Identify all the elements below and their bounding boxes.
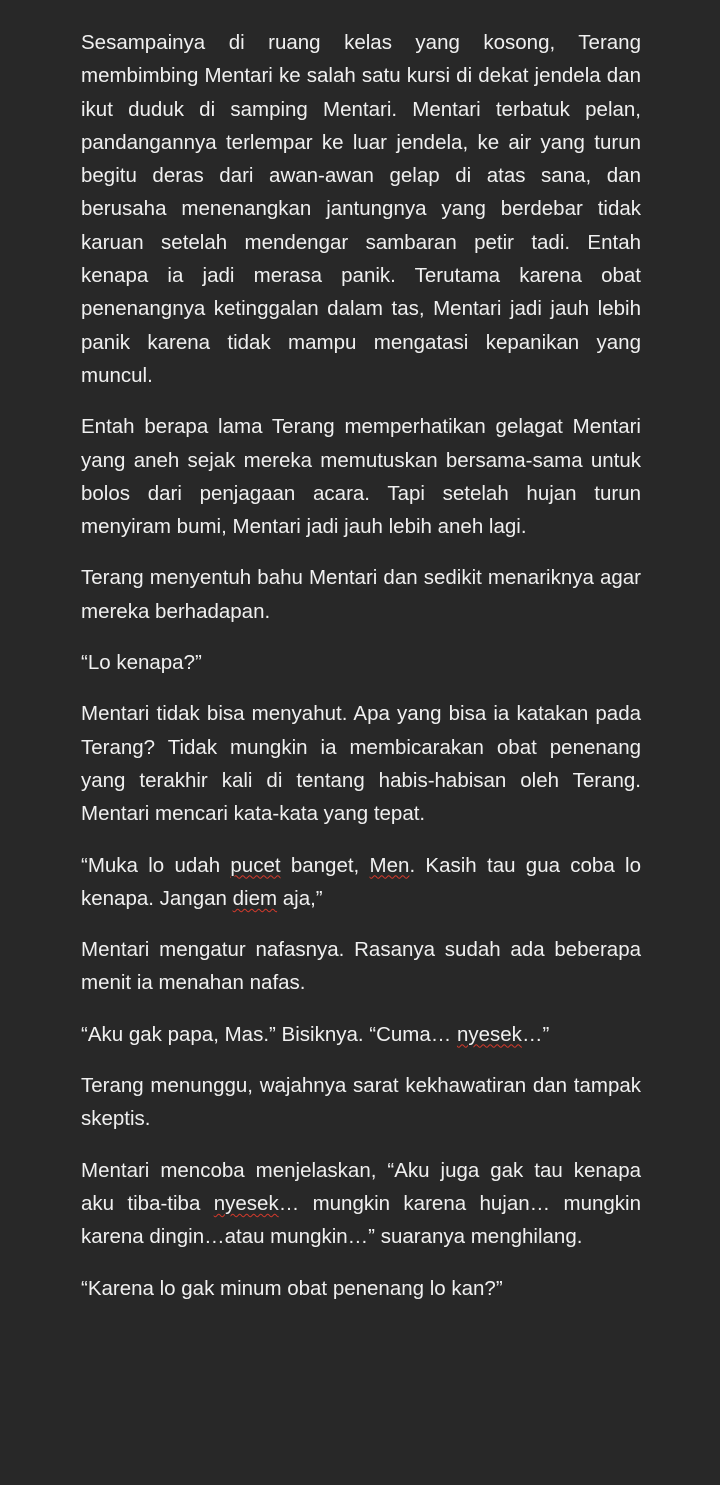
paragraph-text: … mungkin karena hujan… mungkin karena dingin…atau mungkin…” suaranya menghilang. — [81, 1191, 642, 1249]
paragraph — [81, 933, 641, 1000]
paragraph-text: “Muka lo udah — [81, 853, 231, 877]
paragraph-text: Mentari tidak bisa menyahut. Apa yang bisa ia katakan pada Terang? Tidak mungkin ia membicarakan obat penenang yang terakhir kali di tentang habis-habisan oleh Terang. Mentari mencari kata-kata yang tepat. — [81, 702, 641, 826]
paragraph-text: …” — [521, 1022, 550, 1046]
spellcheck-flagged-word[interactable]: Men — [369, 853, 410, 877]
paragraph — [81, 561, 641, 628]
spellcheck-flagged-word[interactable]: nyesek — [456, 1022, 522, 1046]
paragraph-text: Terang menyentuh bahu Mentari dan sedikit menariknya agar mereka berhadapan. — [81, 566, 641, 623]
document-body — [81, 26, 641, 1305]
paragraph — [81, 26, 641, 392]
spellcheck-flagged-word[interactable]: diem — [232, 886, 278, 910]
paragraph — [81, 1154, 641, 1254]
paragraph-text: Mentari mencoba menjelaskan, “Aku juga gak tau kenapa aku tiba-tiba — [81, 1158, 641, 1215]
spellcheck-flagged-word[interactable]: nyesek — [213, 1191, 279, 1215]
paragraph-text: “Aku gak papa, Mas.” Bisiknya. “Cuma… — [81, 1022, 457, 1046]
paragraph — [81, 410, 641, 543]
paragraph-text: Terang menunggu, wajahnya sarat kekhawatiran dan tampak skeptis. — [81, 1074, 641, 1131]
paragraph-text: banget, — [280, 853, 370, 877]
paragraph — [81, 1272, 641, 1305]
paragraph — [81, 646, 641, 679]
paragraph-text: Entah berapa lama Terang memperhatikan gelagat Mentari yang aneh sejak mereka memutuskan bersama-sama untuk bolos dari penjagaan acara. Tapi setelah hujan turun menyiram bumi, Mentari jadi jauh lebih aneh lagi. — [81, 415, 641, 539]
paragraph-text: Mentari mengatur nafasnya. Rasanya sudah ada beberapa menit ia menahan nafas. — [81, 938, 641, 995]
paragraph-text: aja,” — [277, 886, 323, 910]
spellcheck-flagged-word[interactable]: pucet — [230, 853, 281, 877]
paragraph-text: “Lo kenapa?” — [81, 651, 202, 675]
paragraph — [81, 1018, 641, 1051]
paragraph-text: “Karena lo gak minum obat penenang lo kan?” — [81, 1276, 503, 1300]
paragraph-text: Sesampainya di ruang kelas yang kosong, Terang membimbing Mentari ke salah satu kursi di dekat jendela dan ikut duduk di samping Mentari. Mentari terbatuk pelan, pandangannya terlempar ke luar jendela, ke air yang turun begitu deras dari awan-awan gelap di atas sana, dan berusaha menenangkan jantungnya yang berdebar tidak karuan setelah mendengar sambaran petir tadi. Entah kenapa ia jadi merasa panik. Terutama karena obat penenangnya ketinggalan dalam tas, Mentari jadi jauh lebih panik karena tidak mampu mengatasi kepanikan yang muncul. — [81, 31, 641, 387]
paragraph — [81, 849, 641, 916]
paragraph — [81, 1069, 641, 1136]
paragraph-text: . Kasih tau gua coba lo kenapa. Jangan — [81, 853, 641, 910]
paragraph — [81, 697, 641, 830]
